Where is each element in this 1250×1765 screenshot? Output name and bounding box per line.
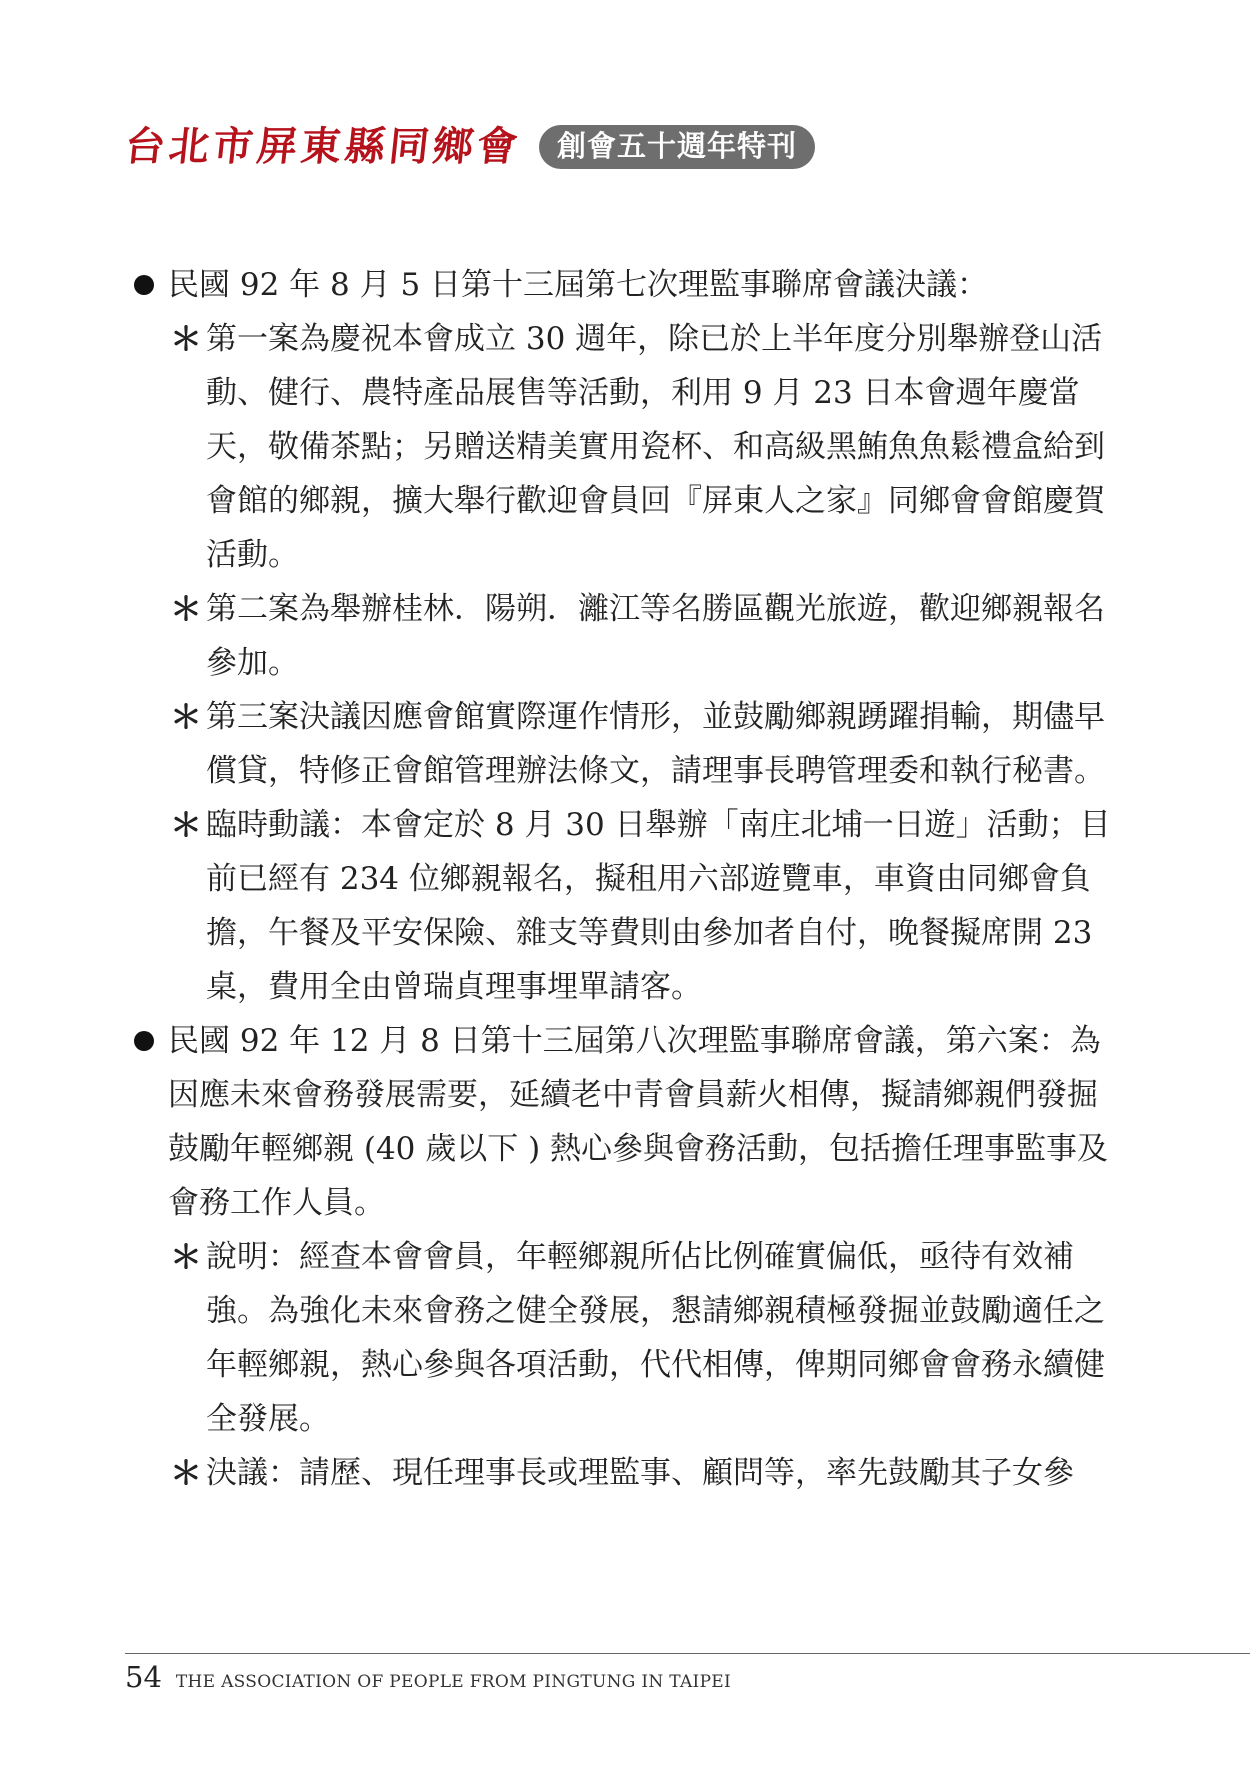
association-title: 台北市屏東縣同鄉會 [122,123,524,170]
footer-divider [125,1653,1250,1654]
asterisk-icon: ＊ [170,590,203,628]
sub-item-text: 第一案為慶祝本會成立 30 週年，除已於上半年度分別舉辦登山活動、健行、農特產品展售等活動，利用 9 月 23 日本會週年慶當天，敬備茶點；另贈送精美實用瓷杯、和高級黑鮪魚魚鬆禮盒給到會館的鄉親，擴大舉行歡迎會員回『屏東人之家』同鄉會會館慶賀活動。 [206,321,1105,573]
bullet-text: 民國 92 年 12 月 8 日第十三屆第八次理監事聯席會議，第六案：為因應未來會務發展需要，延續老中青會員薪火相傳，擬請鄉親們發掘鼓勵年輕鄉親 (40 歲以下 ) 熱心參與會務活動，包括擔任理事監事及會務工作人員。 [168,1023,1109,1221]
bullet-dot-icon [134,1031,154,1051]
asterisk-icon: ＊ [170,806,203,844]
asterisk-icon: ＊ [170,698,203,736]
sub-item [130,582,1125,690]
bullet-paragraph-1 [130,258,1125,312]
asterisk-icon: ＊ [170,320,203,358]
sub-item [130,798,1125,1014]
sub-item [130,690,1125,798]
sub-item-text: 說明：經查本會會員，年輕鄉親所佔比例確實偏低，亟待有效補強。為強化未來會務之健全發展，懇請鄉親積極發掘並鼓勵適任之年輕鄉親，熱心參與各項活動，代代相傳，俾期同鄉會會務永續健全發展。 [206,1239,1105,1437]
sub-list-2 [130,1230,1125,1500]
page-footer [125,1660,731,1694]
sub-item-text: 第二案為舉辦桂林．陽朔．灕江等名勝區觀光旅遊，歡迎鄉親報名參加。 [206,591,1105,681]
page-header [122,118,815,176]
sub-item-text: 第三案決議因應會館實際運作情形，並鼓勵鄉親踴躍捐輸，期儘早償貸，特修正會館管理辦法條文，請理事長聘管理委和執行秘書。 [206,699,1105,789]
sub-item [130,1230,1125,1446]
sub-item-text: 決議：請歷、現任理事長或理監事、顧問等，率先鼓勵其子女參 [206,1455,1074,1491]
asterisk-icon: ＊ [170,1238,203,1276]
page-number: 54 [125,1660,162,1694]
sub-item [130,1446,1125,1500]
footer-publication-name: THE ASSOCIATION OF PEOPLE FROM PINGTUNG IN TAIPEI [175,1672,732,1692]
sub-list-1 [130,312,1125,1014]
bullet-paragraph-2 [130,1014,1125,1230]
anniversary-badge: 創會五十週年特刊 [539,125,815,169]
asterisk-icon: ＊ [170,1454,203,1492]
sub-item-text: 臨時動議：本會定於 8 月 30 日舉辦「南庄北埔一日遊」活動；目前已經有 234 位鄉親報名，擬租用六部遊覽車，車資由同鄉會負擔，午餐及平安保險、雜支等費則由參加者自付，晚餐擬席開 23 桌，費用全由曾瑞貞理事埋單請客。 [206,807,1111,1005]
article-body [130,258,1125,1500]
bullet-text: 民國 92 年 8 月 5 日第十三屆第七次理監事聯席會議決議： [168,267,989,303]
sub-item [130,312,1125,582]
bullet-dot-icon [134,275,154,295]
